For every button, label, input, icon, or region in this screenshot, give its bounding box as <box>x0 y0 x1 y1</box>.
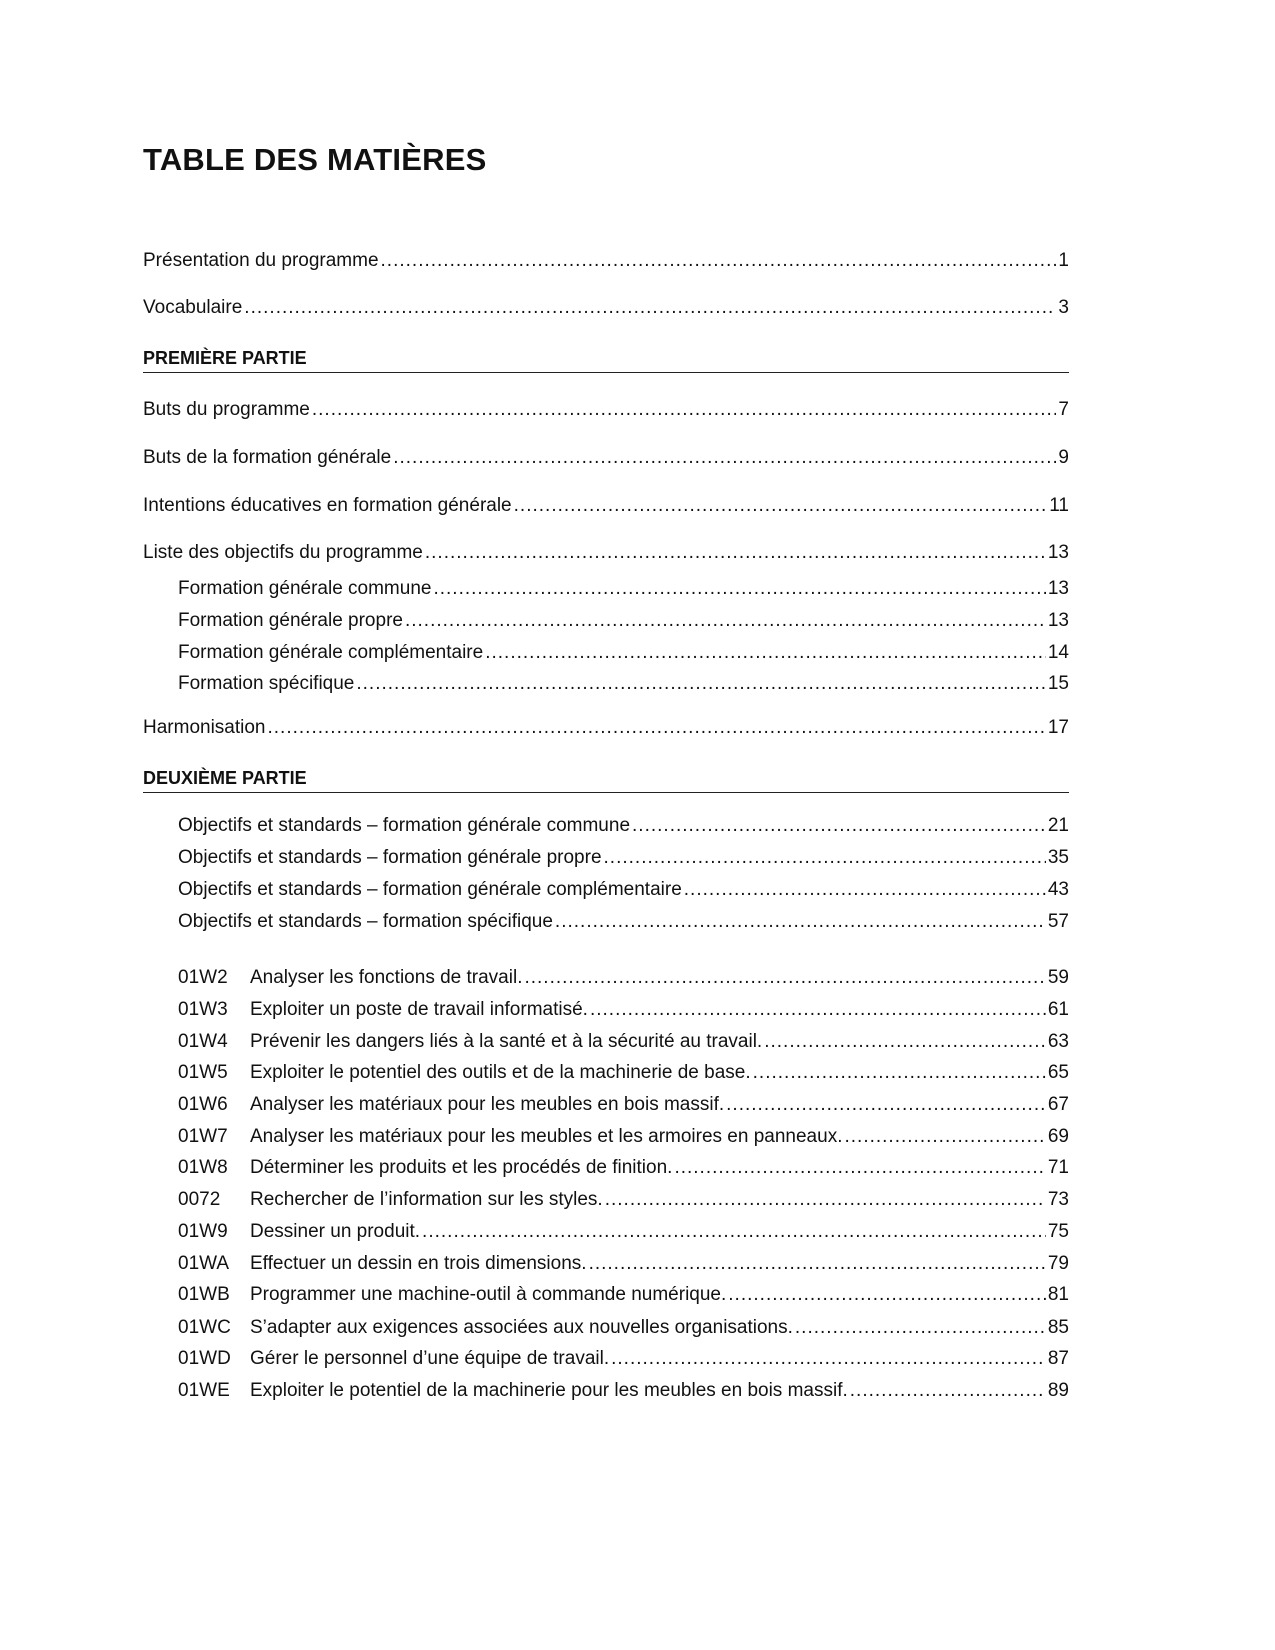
toc-entry[interactable] <box>178 999 1069 1023</box>
dot-leader <box>728 1284 1046 1306</box>
toc-entry[interactable] <box>178 1031 1069 1055</box>
page-title: TABLE DES MATIÈRES <box>143 142 487 177</box>
entry-label: Analyser les matériaux pour les meubles en bois massif. <box>250 1094 725 1115</box>
toc-entry[interactable] <box>178 911 1069 935</box>
page-number: 21 <box>1047 815 1069 836</box>
objective-code: 01W3 <box>178 999 228 1020</box>
objective-code: 01W8 <box>178 1157 228 1178</box>
entry-label: Harmonisation <box>143 717 266 738</box>
toc-entry[interactable] <box>178 610 1069 634</box>
objective-code: 01W4 <box>178 1031 228 1052</box>
page-number: 15 <box>1047 673 1069 694</box>
section-heading: PREMIÈRE PARTIE <box>143 348 1069 373</box>
toc-entry[interactable] <box>178 673 1069 697</box>
entry-label: Programmer une machine-outil à commande numérique. <box>250 1284 727 1305</box>
toc-entry[interactable] <box>178 1317 1069 1341</box>
page-number: 89 <box>1047 1380 1069 1401</box>
entry-label: Liste des objectifs du programme <box>143 542 423 563</box>
entry-label: Analyser les fonctions de travail. <box>250 967 523 988</box>
dot-leader <box>244 297 1056 319</box>
toc-entry[interactable] <box>178 847 1069 871</box>
toc-entry[interactable] <box>143 399 1069 423</box>
page-number: 13 <box>1047 542 1069 563</box>
entry-label: Objectifs et standards – formation générale complémentaire <box>178 879 682 900</box>
entry-label: Présentation du programme <box>143 250 379 271</box>
dot-leader <box>604 847 1046 869</box>
dot-leader <box>589 1253 1046 1275</box>
page-number: 57 <box>1047 911 1069 932</box>
page-number: 59 <box>1047 967 1069 988</box>
page-number: 73 <box>1047 1189 1069 1210</box>
toc-entry[interactable] <box>178 1157 1069 1181</box>
page-number: 61 <box>1047 999 1069 1020</box>
entry-label: Buts du programme <box>143 399 310 420</box>
dot-leader <box>381 250 1057 272</box>
toc-entry[interactable] <box>178 1380 1069 1404</box>
toc-entry[interactable] <box>178 967 1069 991</box>
entry-label: Formation générale propre <box>178 610 403 631</box>
toc-entry[interactable] <box>143 250 1069 274</box>
objective-code: 01W5 <box>178 1062 228 1083</box>
dot-leader <box>405 610 1046 632</box>
dot-leader <box>844 1126 1045 1148</box>
objective-code: 01WB <box>178 1284 230 1305</box>
dot-leader <box>555 911 1046 933</box>
dot-leader <box>726 1094 1046 1116</box>
page-number: 13 <box>1047 578 1069 599</box>
objective-code: 01WE <box>178 1380 230 1401</box>
dot-leader <box>684 879 1046 901</box>
entry-label: Exploiter le potentiel des outils et de la machinerie de base. <box>250 1062 751 1083</box>
page-number: 71 <box>1047 1157 1069 1178</box>
page-number: 67 <box>1047 1094 1069 1115</box>
entry-label: Gérer le personnel d’une équipe de travail. <box>250 1348 610 1369</box>
dot-leader <box>605 1189 1046 1211</box>
toc-entry[interactable] <box>178 1348 1069 1372</box>
dot-leader <box>422 1221 1046 1243</box>
dot-leader <box>764 1031 1046 1053</box>
entry-label: Vocabulaire <box>143 297 243 318</box>
toc-entry[interactable] <box>178 1284 1069 1308</box>
toc-entry[interactable] <box>178 642 1069 666</box>
page-number: 17 <box>1047 717 1069 738</box>
page-number: 9 <box>1058 447 1069 468</box>
entry-label: Effectuer un dessin en trois dimensions. <box>250 1253 587 1274</box>
page-number: 3 <box>1058 297 1069 318</box>
toc-entry[interactable] <box>178 578 1069 602</box>
page-number: 43 <box>1047 879 1069 900</box>
entry-label: Formation générale commune <box>178 578 432 599</box>
page-number: 14 <box>1047 642 1069 663</box>
objective-code: 01WA <box>178 1253 230 1274</box>
page-number: 63 <box>1047 1031 1069 1052</box>
dot-leader <box>433 578 1045 600</box>
dot-leader <box>485 642 1046 664</box>
dot-leader <box>753 1062 1046 1084</box>
toc-entry[interactable] <box>178 1062 1069 1086</box>
toc-entry[interactable] <box>143 495 1069 519</box>
entry-label: S’adapter aux exigences associées aux nouvelles organisations. <box>250 1317 793 1338</box>
toc-entry[interactable] <box>143 297 1069 321</box>
page-number: 1 <box>1058 250 1069 271</box>
dot-leader <box>850 1380 1046 1402</box>
entry-label: Buts de la formation générale <box>143 447 392 468</box>
entry-label: Formation spécifique <box>178 673 355 694</box>
toc-entry[interactable] <box>178 879 1069 903</box>
toc-entry[interactable] <box>178 1221 1069 1245</box>
dot-leader <box>514 495 1048 517</box>
section-heading: DEUXIÈME PARTIE <box>143 768 1069 793</box>
objective-code: 0072 <box>178 1189 221 1210</box>
dot-leader <box>268 717 1046 739</box>
page-number: 11 <box>1049 495 1069 516</box>
entry-label: Objectifs et standards – formation générale commune <box>178 815 631 836</box>
page-number: 87 <box>1047 1348 1069 1369</box>
page-number: 81 <box>1047 1284 1069 1305</box>
entry-label: Intentions éducatives en formation générale <box>143 495 512 516</box>
toc-entry[interactable] <box>178 1253 1069 1277</box>
page-number: 13 <box>1047 610 1069 631</box>
entry-label: Dessiner un produit. <box>250 1221 421 1242</box>
objective-code: 01W2 <box>178 967 228 988</box>
dot-leader <box>590 999 1046 1021</box>
toc-entry[interactable] <box>178 1094 1069 1118</box>
entry-label: Formation générale complémentaire <box>178 642 484 663</box>
dot-leader <box>674 1157 1045 1179</box>
toc-entry[interactable] <box>178 815 1069 839</box>
objective-code: 01WC <box>178 1317 231 1338</box>
objective-code: 01W9 <box>178 1221 228 1242</box>
entry-label: Prévenir les dangers liés à la santé et à la sécurité au travail. <box>250 1031 763 1052</box>
dot-leader <box>524 967 1045 989</box>
dot-leader <box>425 542 1046 564</box>
dot-leader <box>632 815 1046 837</box>
entry-label: Objectifs et standards – formation spécifique <box>178 911 553 932</box>
page-number: 7 <box>1058 399 1069 420</box>
toc-entry[interactable] <box>178 1189 1069 1213</box>
dot-leader <box>356 673 1045 695</box>
entry-label: Rechercher de l’information sur les styles. <box>250 1189 603 1210</box>
entry-label: Déterminer les produits et les procédés de finition. <box>250 1157 673 1178</box>
dot-leader <box>312 399 1057 421</box>
dot-leader <box>795 1317 1046 1339</box>
objective-code: 01W6 <box>178 1094 228 1115</box>
page-number: 65 <box>1047 1062 1069 1083</box>
objective-code: 01W7 <box>178 1126 228 1147</box>
page-number: 69 <box>1047 1126 1069 1147</box>
objective-code: 01WD <box>178 1348 231 1369</box>
toc-entry[interactable] <box>178 1126 1069 1150</box>
dot-leader <box>611 1348 1046 1370</box>
entry-label: Exploiter un poste de travail informatisé. <box>250 999 588 1020</box>
page-number: 75 <box>1047 1221 1069 1242</box>
page-number: 35 <box>1047 847 1069 868</box>
entry-label: Analyser les matériaux pour les meubles et les armoires en panneaux. <box>250 1126 843 1147</box>
entry-label: Exploiter le potentiel de la machinerie pour les meubles en bois massif. <box>250 1380 848 1401</box>
toc-entry[interactable] <box>143 542 1069 566</box>
toc-entry[interactable] <box>143 447 1069 471</box>
toc-entry[interactable] <box>143 717 1069 741</box>
page-number: 79 <box>1047 1253 1069 1274</box>
page-number: 85 <box>1047 1317 1069 1338</box>
dot-leader <box>393 447 1056 469</box>
entry-label: Objectifs et standards – formation générale propre <box>178 847 602 868</box>
